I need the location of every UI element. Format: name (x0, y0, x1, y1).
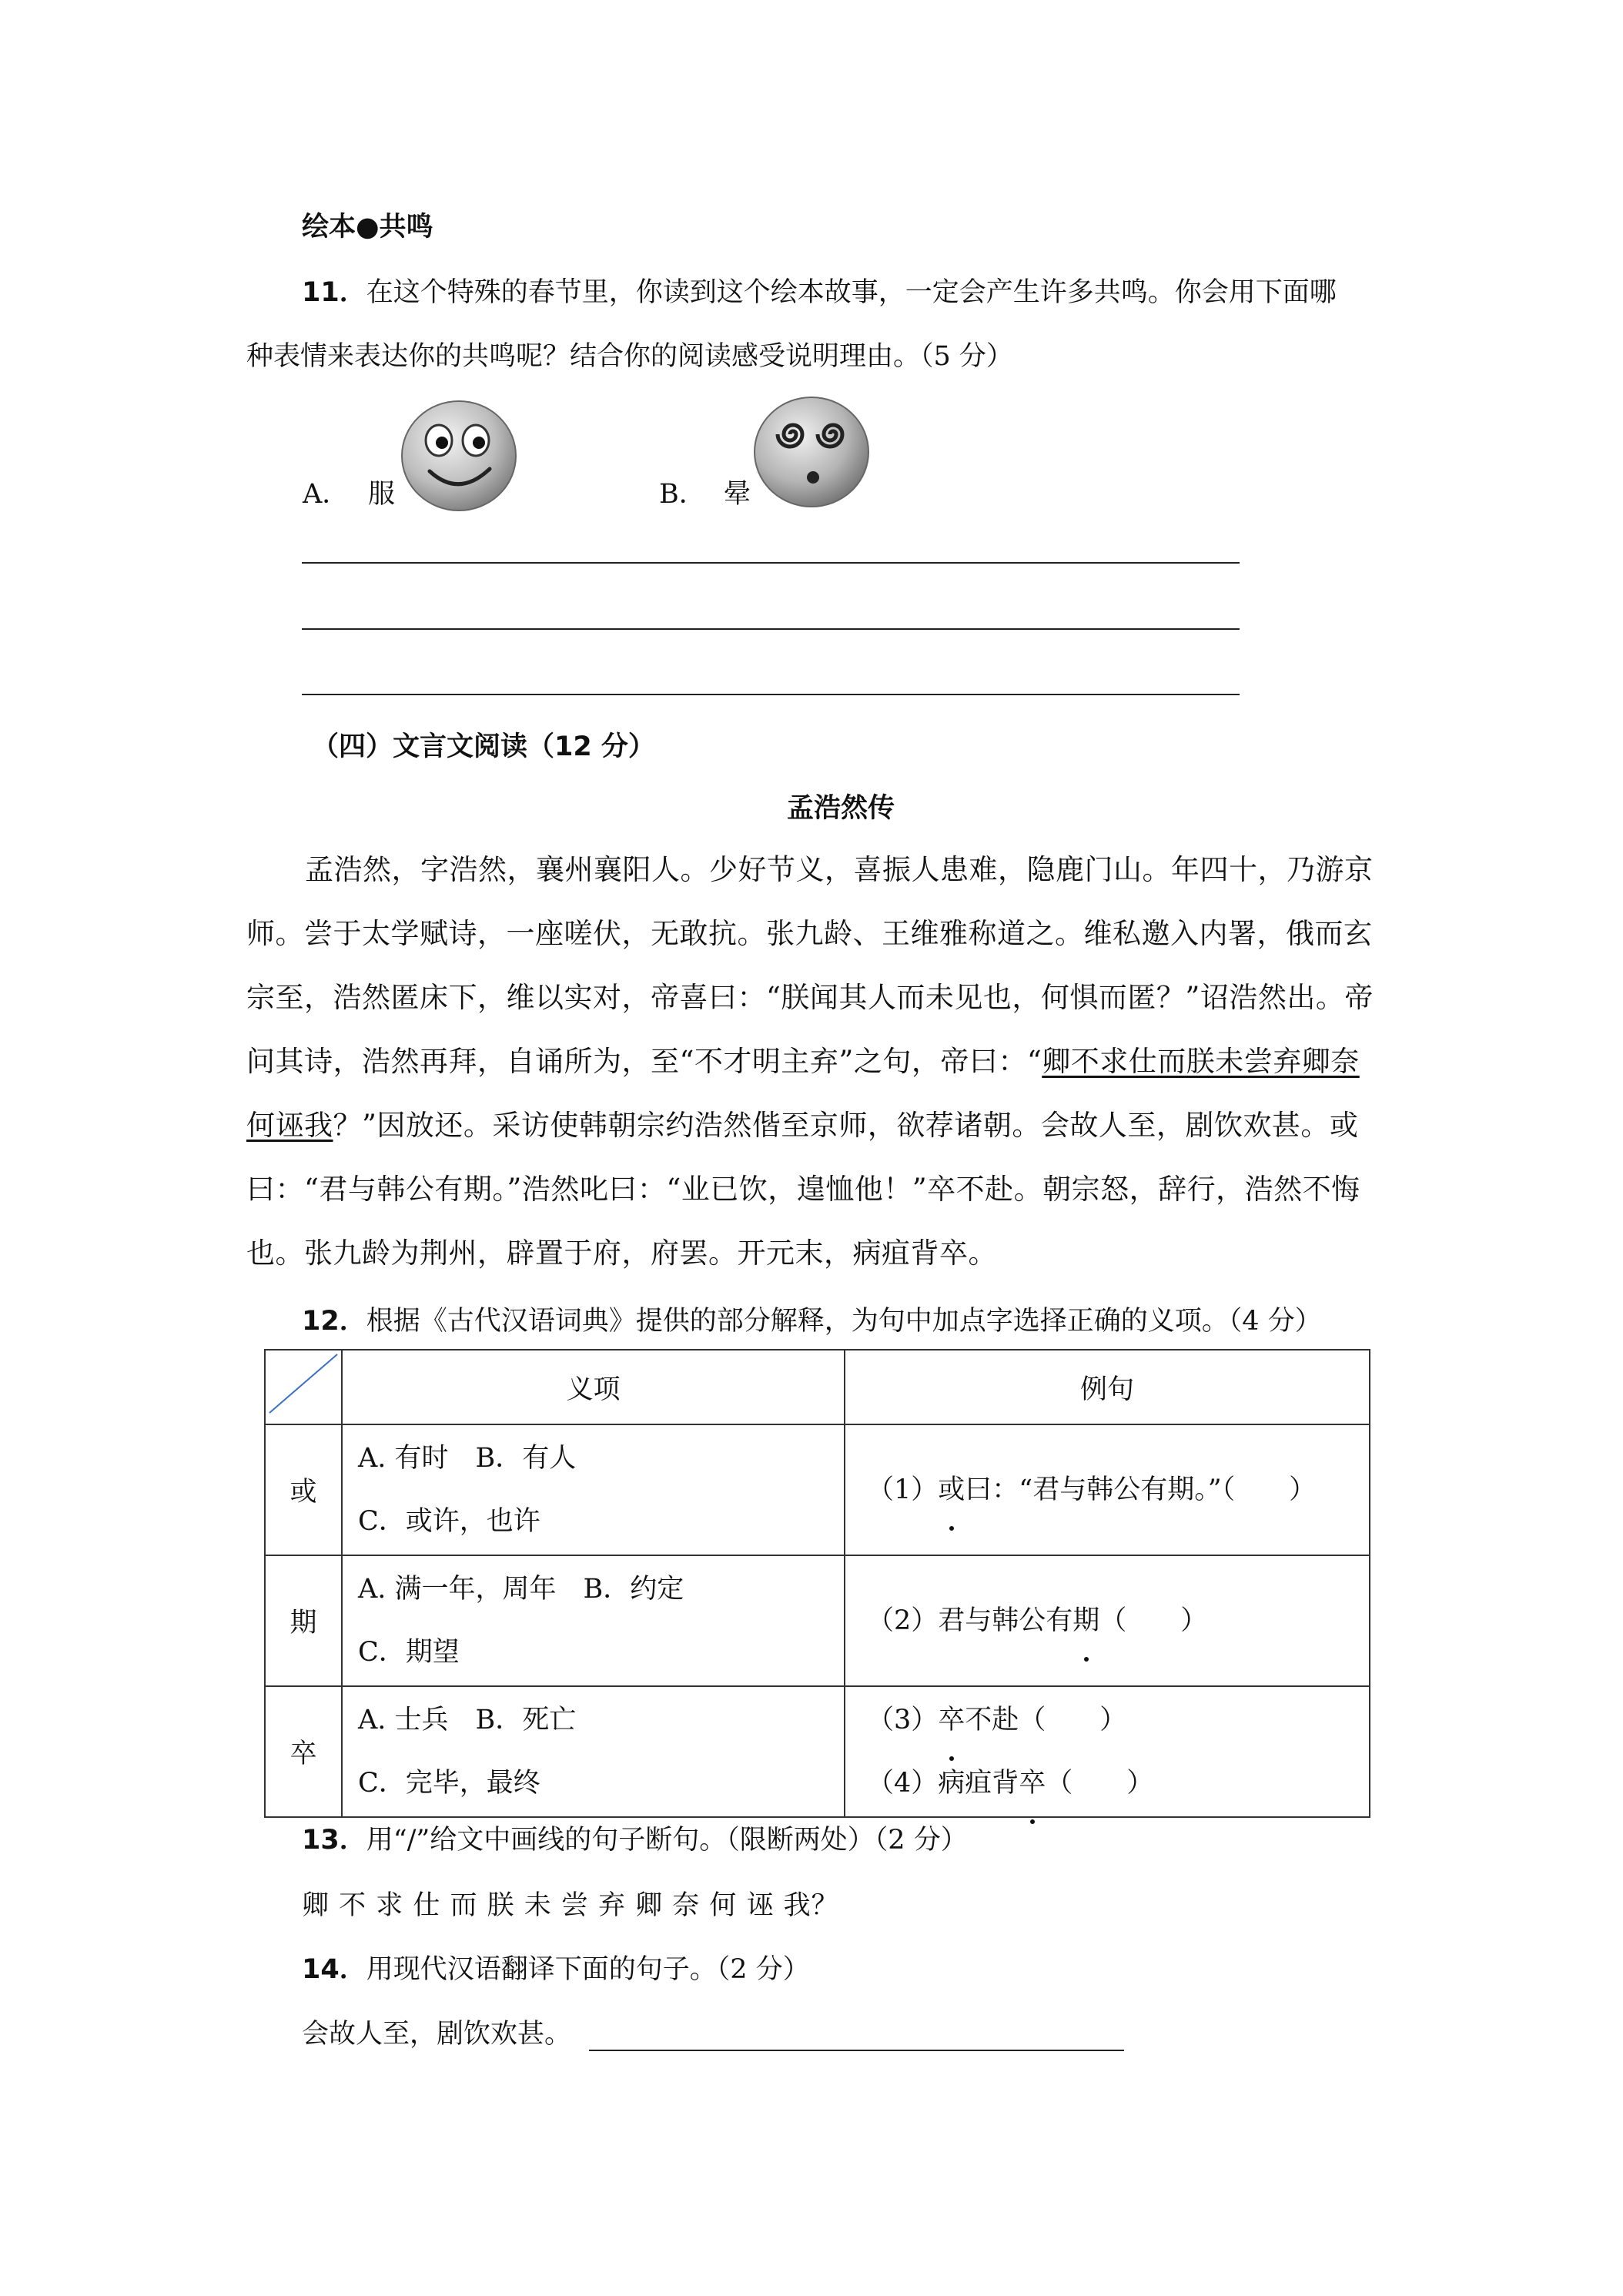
q12-text: 根据《古代汉语词典》提供的部分解释，为句中加点字选择正确的义项。（4 分） (366, 1306, 1322, 1337)
q14-number: 14． (302, 1954, 366, 1985)
row-meaning (342, 1424, 845, 1555)
meaning-line-1: A. 有时 B．有人 (358, 1443, 577, 1474)
row-word: 卒 (265, 1686, 342, 1817)
dotted-char: 期 (1073, 1589, 1099, 1652)
table-row (265, 1555, 1370, 1686)
example-prefix: （3） (867, 1705, 939, 1735)
row-meaning (342, 1686, 845, 1817)
q14-prompt (302, 1956, 810, 1983)
example-suffix: 曰：“君与韩公有期。”（ ） (965, 1474, 1317, 1505)
row-word: 或 (265, 1424, 342, 1555)
table-corner-cell (265, 1350, 342, 1424)
example-line-3 (867, 1689, 1368, 1752)
dotted-char: 或 (938, 1458, 965, 1521)
q11-option-b-text: 晕 (724, 479, 751, 510)
q11-option-a-letter: A． (303, 479, 350, 510)
q14-answer-line[interactable] (589, 2050, 1124, 2051)
passage-part2: ？”因放还。采访使韩朝宗约浩然偕至京师，欲荐诸朝。会故人至，剧饮欢甚。或曰：“君与韩公有期。”浩然叱曰：“业已饮，遑恤他！”卒不赴。朝宗怒，辞行，浩然不悔也。张九龄为荆州，辟置于府，府罢。开元末，病疽背卒。 (246, 1109, 1360, 1270)
meaning-line-2: C．完毕，最终 (358, 1768, 540, 1799)
definition-table (264, 1349, 1370, 1818)
example-suffix: 不赴（ ） (965, 1705, 1127, 1735)
example-prefix: （2）君与韩公有 (867, 1605, 1073, 1636)
table-header-row (265, 1350, 1370, 1424)
dotted-char: 卒 (938, 1689, 965, 1752)
q11-line1 (302, 279, 1337, 306)
row-example (845, 1555, 1370, 1686)
q14-text: 用现代汉语翻译下面的句子。（2 分） (366, 1954, 810, 1985)
q11-number: 11． (302, 277, 366, 308)
dotted-char: 卒 (1019, 1752, 1046, 1815)
passage-body (246, 838, 1386, 1285)
meaning-line-2: C．或许，也许 (358, 1506, 540, 1537)
passage-title: 孟浩然传 (787, 793, 895, 824)
smiley-face-icon (399, 398, 519, 514)
row-example (845, 1424, 1370, 1555)
q11-text-line1: 在这个特殊的春节里，你读到这个绘本故事，一定会产生许多共鸣。你会用下面哪 (366, 277, 1337, 308)
q11-text-line2: 种表情来表达你的共鸣呢？结合你的阅读感受说明理由。（5 分） (246, 341, 1013, 372)
part4-title: （四）文言文阅读（12 分） (312, 731, 655, 762)
example-prefix: （4）病疽背 (867, 1768, 1019, 1799)
q11-option-a-text: 服 (368, 479, 396, 510)
underlined-sentence: 卿不求仕而朕未尝弃卿奈何诬我 (246, 1045, 1360, 1142)
row-word: 期 (265, 1555, 342, 1686)
q13-prompt (302, 1827, 968, 1854)
example-line-4 (867, 1752, 1368, 1815)
example-suffix: （ ） (1046, 1768, 1154, 1799)
q12-prompt (302, 1308, 1322, 1335)
q13-number: 13． (302, 1825, 366, 1856)
section-title: 绘本●共鸣 (302, 212, 433, 243)
row-meaning (342, 1555, 845, 1686)
answer-line-1[interactable] (302, 562, 1240, 564)
meaning-line-2: C．期望 (358, 1637, 460, 1668)
meaning-line-1: A. 满一年，周年 B．约定 (358, 1574, 684, 1605)
example-prefix: （1） (867, 1474, 939, 1505)
table-row (265, 1424, 1370, 1555)
diagonal-line (266, 1351, 340, 1416)
q14-sentence: 会故人至，剧饮欢甚。 (302, 2019, 572, 2050)
q13-text: 用“/”给文中画线的句子断句。（限断两处）（2 分） (366, 1825, 968, 1856)
dizzy-face-icon (751, 394, 872, 510)
row-example (845, 1686, 1370, 1817)
answer-line-3[interactable] (302, 694, 1240, 695)
passage-part1: 孟浩然，字浩然，襄州襄阳人。少好节义，喜振人患难，隐鹿门山。年四十，乃游京师。尝于太学赋诗，一座嗟伏，无敢抗。张九龄、王维雅称道之。维私邀入内署，俄而玄宗至，浩然匿床下，维以实对，帝喜曰：“朕闻其人而未见也，何惧而匿？”诏浩然出。帝问其诗，浩然再拜，自诵所为，至“不才明主弃”之句，帝曰：“ (246, 853, 1374, 1078)
header-example: 例句 (845, 1350, 1370, 1424)
q11-option-b-letter: B． (659, 479, 706, 510)
q12-number: 12． (302, 1306, 366, 1337)
table-row (265, 1686, 1370, 1817)
q13-sentence: 卿 不 求 仕 而 朕 未 尝 弃 卿 奈 何 诬 我？ (302, 1890, 839, 1921)
header-meaning: 义项 (342, 1350, 845, 1424)
meaning-line-1: A. 士兵 B．死亡 (358, 1705, 577, 1735)
answer-line-2[interactable] (302, 628, 1240, 630)
example-suffix: （ ） (1099, 1605, 1208, 1636)
